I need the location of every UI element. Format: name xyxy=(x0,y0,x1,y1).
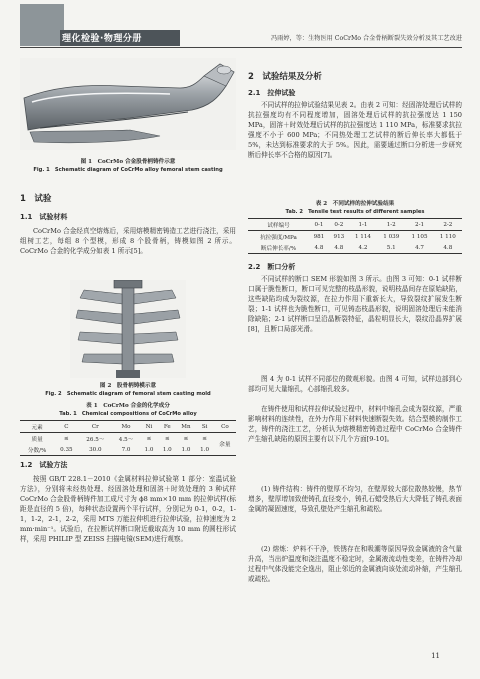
table-1-header: Si xyxy=(201,423,208,430)
table-1-header: Cr xyxy=(91,423,99,430)
section-2-2-para-4: (1) 铸件结构：铸件的壁厚不均匀，在壁厚较大部位散热较慢，热节增多，壁厚增加致使铸孔直径变小，铸孔石蜡受热后大大降低了铸孔表面金属的凝固速度，导致孔壁处产生缩孔和疏松。 xyxy=(248,485,462,513)
figure-1-caption-cn: 图 1 CoCrMo 合金股骨柄铸件示意 xyxy=(80,159,176,165)
section-1-1-title: 1.1 试验材料 xyxy=(20,213,68,221)
table-cell: 1 105 xyxy=(411,233,428,240)
table-cell: 1.0 xyxy=(144,446,154,453)
table-cell: 4.5～ xyxy=(118,436,134,443)
figure-1-caption xyxy=(20,158,236,174)
table-2-header: 0-1 xyxy=(314,221,324,228)
table-cell: 抗拉强度/MPa xyxy=(260,234,297,241)
table-cell: 质量 xyxy=(31,436,43,443)
table-1-header: 元素 xyxy=(31,424,43,431)
table-1-header-row xyxy=(20,421,236,433)
table-2-header: 2-1 xyxy=(415,221,425,228)
table-1-header: Fe xyxy=(163,423,171,430)
figure-2-caption-cn: 图 2 股骨柄铸模示意 xyxy=(99,383,157,389)
section-1-title: 1 试验 xyxy=(20,194,52,204)
section-2-1-title: 2.1 拉伸试验 xyxy=(248,89,296,97)
table-cell: 30.0 xyxy=(89,446,102,453)
table-cell: ≤ xyxy=(64,435,69,442)
running-head: 冯雨婷，等：生物医用 CoCrMo 合金骨柄断裂失效分析及其工艺改进 xyxy=(270,35,462,42)
table-cell: 26.5～ xyxy=(86,436,105,443)
table-cell: 1.0 xyxy=(200,446,210,453)
figure-1-caption-en: Fig. 1 Schematic diagram of CoCrMo alloy femoral stem casting xyxy=(33,167,223,173)
figure-2-image xyxy=(70,280,186,378)
journal-logo-mark xyxy=(20,4,64,46)
table-1-header: Co xyxy=(221,423,229,430)
section-1-1-body: CoCrMo 合金经真空熔炼后，采用熔模精密铸造工艺进行浇注，采用组树工艺，每组 8 个型模，形成 8 个股骨柄，铸模如图 2 所示。CoCrMo 合金的化学成分如表 1 所示[5]。 xyxy=(20,227,236,255)
table-1-caption xyxy=(20,402,236,418)
table-row xyxy=(20,444,236,456)
table-row xyxy=(248,231,462,243)
table-cell: 1.0 xyxy=(162,446,172,453)
table-cell: 5.1 xyxy=(386,244,396,251)
table-2-header: 0-2 xyxy=(334,221,344,228)
section-2-1-body: 不同试样的拉伸试验结果见表 2。由表 2 可知：经固溶处理后试样的抗拉强度均有不同程度增加，固溶处理后试样的抗拉强度达 1 150 MPa，固溶＋时效处理后试样的抗拉强度达 1 110 MPa，标准要求抗拉强度不小于 600 MPa；不同热处理工艺试样的断后伸长率大都低于 5%，未达到标准要求的大于 5%。因此，需要通过断口分析进一步研究断后伸长率不合格的原因[7]。 xyxy=(248,101,462,159)
table-cell: 4.2 xyxy=(358,244,368,251)
page-number: 11 xyxy=(431,652,440,660)
table-2 xyxy=(248,218,462,254)
table-2-header: 1-1 xyxy=(358,221,368,228)
table-cell: 1.0 xyxy=(181,446,191,453)
table-cell: ≤ xyxy=(183,435,189,442)
table-cell: ≤ xyxy=(164,435,170,442)
section-2-2-para-3: 在铸件使用和试样拉伸试验过程中，材料中缩孔会成为裂纹源，严重影响材料的连续性，在外力作用下材料快速断裂失效。结合型模的制作工艺，铸件的浇注工艺，分析认为熔模精密铸造过程中 CoCrMo 合金铸件产生缩孔缺陷的原因主要有以下几个方面[9-10]。 xyxy=(248,405,462,443)
section-2-2-para-5: (2) 熔炼：炉料不干净，铁锈存在和吸潮等原因导致金属液的含气量升高，当出炉温度和浇注温度不稳定时，金属液流动性变差，在铸件冷却过程中气体没能完全逸出，阻止邻近的金属液向该处流动补缩，产生缩孔或疏松。 xyxy=(248,545,462,583)
table-cell: 余量 xyxy=(219,442,231,448)
section-2-title: 2 试验结果及分析 xyxy=(248,72,322,82)
table-cell: 981 xyxy=(313,233,325,240)
table-2-caption xyxy=(248,200,462,216)
table-cell: 断后伸长率/% xyxy=(260,245,297,252)
table-1-header: C xyxy=(64,423,69,430)
table-cell: 4.8 xyxy=(443,244,453,251)
table-cell: 1 110 xyxy=(439,233,456,240)
table-1-header: Mn xyxy=(181,423,191,430)
table-1-header: Mo xyxy=(121,423,131,430)
section-1-2-body: 按照 GB/T 228.1－2010《金属材料拉伸试验第 1 部分：室温试验方法》，分别将未经热处理、经固溶处理和固溶＋时效处理的 3 种试样 CoCrMo 合金股骨柄铸件加工成尺寸为 ϕ8 mm×10 mm 的拉伸试样(标距是直径的 5 倍)，每种状态设置两个平行试样，分别记为 0-1，0-2，1-1，1-2，2-1，2-2，采用 MTS 万能拉伸机进行拉伸试验，拉伸速度为 2 mm·min⁻¹。试验后，在拉断试样断口附近截取高为 10 mm 的圆柱形试样，采用 PHILIP 型 ZEISS 扫描电镜(SEM)进行观察。 xyxy=(20,475,236,543)
table-1-caption-en: Tab. 1 Chemical compositions of CoCrMo alloy xyxy=(59,411,197,417)
section-2-2-para-1: 不同试样的断口 SEM 形貌如图 3 所示。由图 3 可知：0-1 试样断口属于脆性断口，断口可见完整的枝晶形貌，说明枝晶间存在原始缺陷，这些缺陷均成为裂纹源，在拉力作用下重新长大，导致裂纹扩展发生断裂；1-1 试样也为脆性断口，可见铸态枝晶形貌，说明固溶处理后未能消除缺陷；2-1 试样断口呈沿晶断裂特征，晶粒明显长大，裂纹沿晶界扩展[8]，且断口局部光滑。 xyxy=(248,275,462,333)
table-cell: 4.7 xyxy=(415,244,424,251)
table-row xyxy=(20,433,236,445)
table-2-header: 1-2 xyxy=(386,221,396,228)
figure-2-caption-en: Fig. 2 Schematic diagram of femoral stem casting mold xyxy=(45,391,211,397)
journal-name: 理化检验·物理分册 xyxy=(62,34,142,44)
section-1-2-title: 1.2 试验方法 xyxy=(20,461,68,469)
table-2-header: 2-2 xyxy=(443,221,453,228)
table-2-header-row xyxy=(248,219,462,231)
figure-2-caption xyxy=(20,382,236,398)
table-2-header: 试样编号 xyxy=(267,222,290,229)
table-cell: ≤ xyxy=(146,435,152,442)
table-cell: 913 xyxy=(333,233,345,240)
table-cell: 4.8 xyxy=(314,244,324,251)
table-1-header: Ni xyxy=(145,423,153,430)
table-cell: 分数/% xyxy=(27,447,47,454)
table-2-caption-cn: 表 2 不同试样的拉伸试验结果 xyxy=(315,201,395,207)
table-cell: 4.8 xyxy=(334,244,344,251)
table-cell: 0.35 xyxy=(60,446,73,453)
table-cell: 7.0 xyxy=(121,446,131,453)
table-cell: ≤ xyxy=(202,435,207,442)
table-cell: 1 114 xyxy=(354,233,371,240)
header-rule xyxy=(20,47,462,48)
table-row xyxy=(248,242,462,254)
table-cell: 1 039 xyxy=(383,233,400,240)
section-2-2-para-2: 图 4 为 0-1 试样不同部位的微观形貌。由图 4 可知，试样边部到心部均可见大量缩孔，心部缩孔较多。 xyxy=(248,375,462,393)
section-2-2-title: 2.2 断口分析 xyxy=(248,263,296,271)
table-1-caption-cn: 表 1 CoCrMo 合金的化学成分 xyxy=(86,403,170,409)
figure-1-image xyxy=(20,58,236,150)
table-1 xyxy=(20,420,236,456)
table-2-caption-en: Tab. 2 Tensile test results of different samples xyxy=(285,209,425,215)
